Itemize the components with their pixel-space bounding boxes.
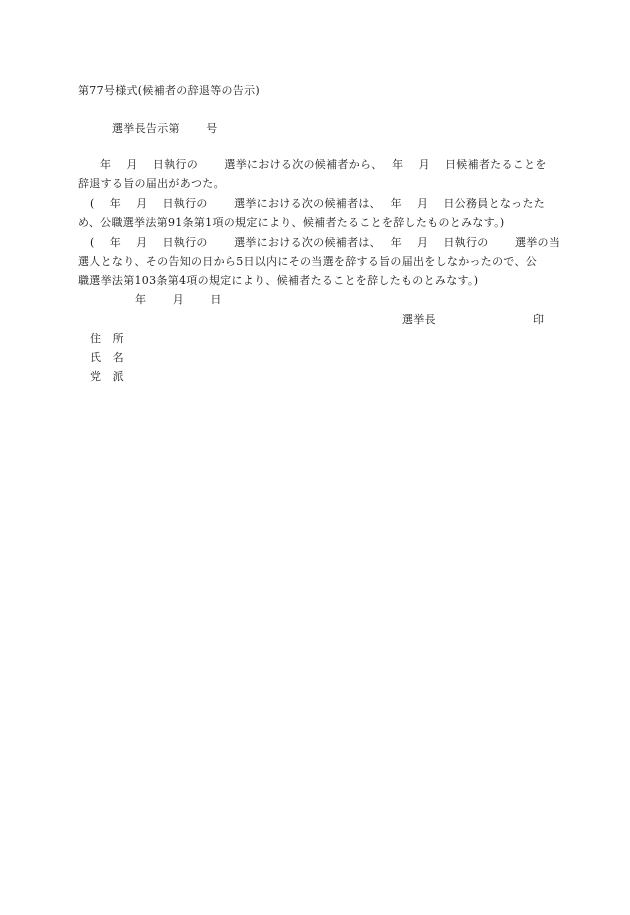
form-title: 第77号様式(候補者の辞退等の告示) [78,84,260,97]
paragraph-2-line-2: め、公職選挙法第91条第1項の規定により、候補者たることを辞したものとみなす。) [78,216,505,229]
paragraph-3-line-1: ( 年 月 日執行の 選挙における次の候補者は、 年 月 日執行の 選挙の当 [90,236,561,249]
paragraph-3-line-3: 職選挙法第103条第4項の規定により、候補者たることを辞したものとみなす。) [78,274,479,287]
party-label: 党 派 [90,370,124,383]
signature-title: 選挙長 [402,313,436,326]
paragraph-2-line-1: ( 年 月 日執行の 選挙における次の候補者は、 年 月 日公務員となったた [90,197,546,210]
date-line: 年 月 日 [135,293,222,306]
paragraph-3-line-2: 選人となり、その告知の日から5日以内にその当選を辞する旨の届出をしなかったので、公 [78,255,538,268]
paragraph-1-line-2: 辞退する旨の届出があつた。 [78,177,225,190]
name-label: 氏 名 [90,351,124,364]
paragraph-1-line-1: 年 月 日執行の 選挙における次の候補者から、 年 月 日候補者たることを [100,158,547,171]
address-label: 住 所 [90,332,124,345]
seal-mark: 印 [533,313,545,326]
notice-heading: 選挙長告示第 号 [112,122,218,135]
